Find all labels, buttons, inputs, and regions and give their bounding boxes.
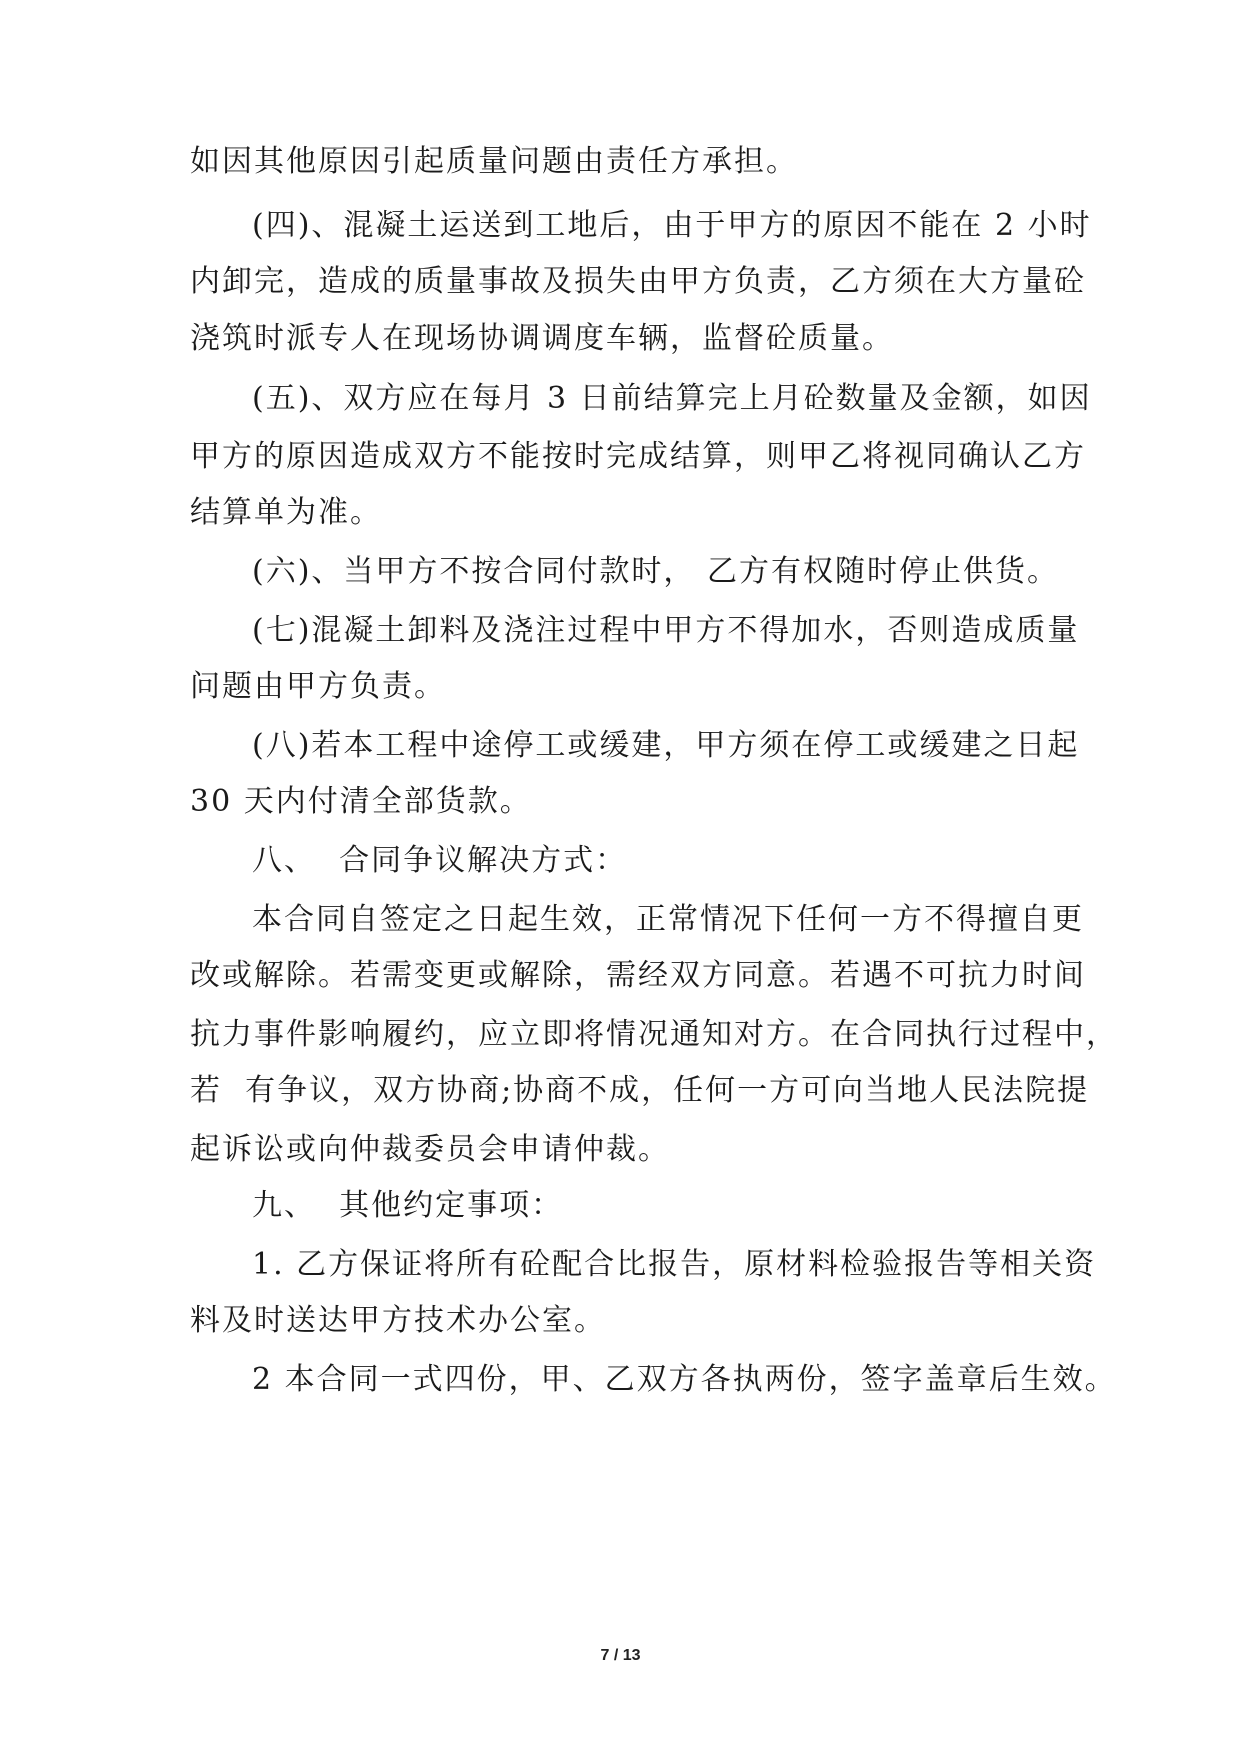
section-heading: 八、 合同争议解决方式： <box>252 843 628 878</box>
text-line: 内卸完，造成的质量事故及损失由甲方负责，乙方须在大方量砼 <box>190 264 1086 299</box>
text-line: (五)、双方应在每月 3 日前结算完上月砼数量及金额，如因 <box>252 381 1092 416</box>
text-line: 2 本合同一式四份，甲、乙双方各执两份，签字盖章后生效。 <box>252 1362 1117 1397</box>
text-line: 问题由甲方负责。 <box>190 669 446 704</box>
text-line: 如因其他原因引起质量问题由责任方承担。 <box>190 144 798 179</box>
text-line: (四)、混凝土运送到工地后，由于甲方的原因不能在 2 小时 <box>252 208 1092 243</box>
text-line: 料及时送达甲方技术办公室。 <box>190 1303 606 1338</box>
text-line: 浇筑时派专人在现场协调调度车辆，监督砼质量。 <box>190 321 894 356</box>
page-number: 7 / 13 <box>600 1647 641 1664</box>
text-line: 若 有争议，双方协商;协商不成，任何一方可向当地人民法院提 <box>190 1073 1090 1108</box>
text-line: 改或解除。若需变更或解除，需经双方同意。若遇不可抗力时间 <box>190 958 1086 993</box>
text-line: 结算单为准。 <box>190 495 382 530</box>
text-line: 起诉讼或向仲裁委员会申请仲裁。 <box>190 1132 670 1167</box>
text-line: 本合同自签定之日起生效，正常情况下任何一方不得擅自更 <box>252 902 1084 937</box>
text-line: (八)若本工程中途停工或缓建，甲方须在停工或缓建之日起 <box>252 728 1080 763</box>
text-line: 1. 乙方保证将所有砼配合比报告，原材料检验报告等相关资 <box>252 1247 1097 1282</box>
text-line: 抗力事件影响履约，应立即将情况通知对方。在合同执行过程中， <box>190 1017 1118 1052</box>
text-line: (六)、当甲方不按合同付款时， 乙方有权随时停止供货。 <box>252 554 1059 589</box>
text-line: (七)混凝土卸料及浇注过程中甲方不得加水，否则造成质量 <box>252 613 1080 648</box>
section-heading: 九、 其他约定事项： <box>252 1188 564 1223</box>
text-line: 甲方的原因造成双方不能按时完成结算，则甲乙将视同确认乙方 <box>190 439 1086 474</box>
text-line: 30 天内付清全部货款。 <box>190 784 532 819</box>
